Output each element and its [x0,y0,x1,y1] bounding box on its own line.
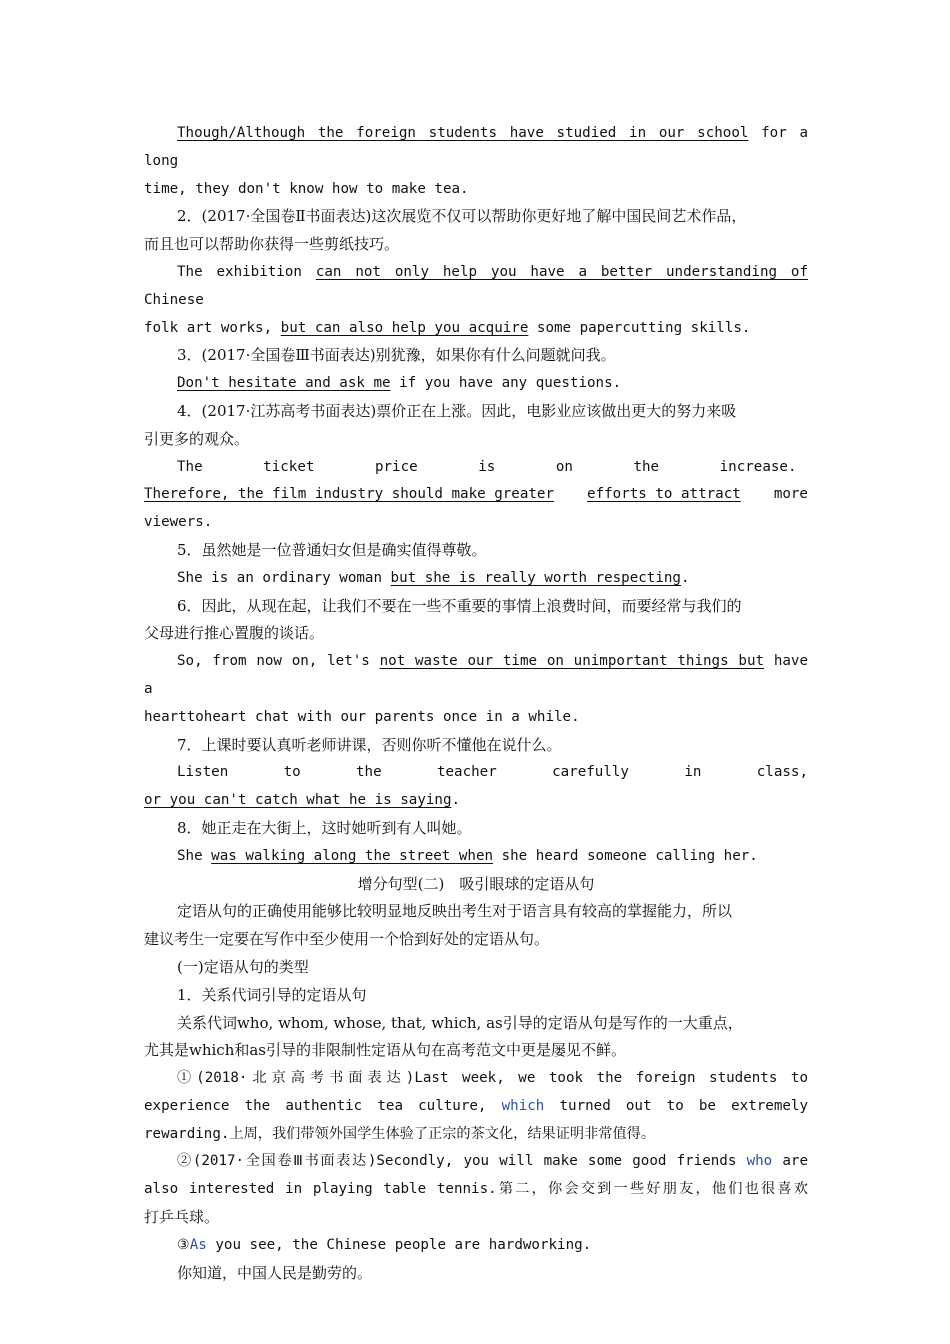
answer-underline: can not only help you have a better understanding of [315,263,809,280]
text: The exhibition [177,263,316,280]
highlight-relative-word: As [189,1236,207,1253]
example-1-line-3: rewarding.上周，我们带领外国学生体验了正宗的茶文化，结果证明非常值得。 [144,1125,656,1142]
question-2-line-2: 而且也可以帮助你获得一些剪纸技巧。 [144,235,400,254]
text: She is an ordinary woman [177,569,391,586]
question-6-line-2: 父母进行推心置腹的谈话。 [144,624,325,643]
highlight-relative-word: which [501,1097,545,1114]
text: if you have any questions. [390,375,622,392]
text: have a [144,653,808,697]
text: ③ [177,1236,190,1253]
highlight-relative-word: who [746,1153,773,1170]
question-3: 3．(2017·全国卷Ⅲ书面表达)别犹豫，如果你有什么问题就问我。 [177,346,616,365]
text: experience the authentic tea culture, [144,1097,502,1114]
question-4-line-2: 引更多的观众。 [144,429,250,448]
answer-8 [144,843,808,871]
answer-6-line-2: hearttoheart chat with our parents once in a while. [144,708,580,725]
answer-underline: Therefore, the film industry should make greater [144,486,554,503]
example-1-line-1: ①(2018·北京高考书面表达)Last week, we took the foreign students to [177,1070,808,1087]
answer-7-line-1: Listen to the teacher carefully in class, [177,764,808,781]
answer-underline: was walking along the street when [211,847,494,864]
answer-underline: or you can't catch what he is saying [144,792,452,809]
text: for a long [144,125,808,169]
text: you see, the Chinese people are hardworking. [206,1236,592,1253]
text: Chinese [144,291,204,308]
text: folk art works, [144,319,281,336]
question-5: 5．虽然她是一位普通妇女但是确实值得尊敬。 [177,540,487,559]
question-4-line-1: 4．(2017·江苏高考书面表达)票价正在上涨。因此，电影业应该做出更大的努力来吸 [177,401,737,420]
example-2-line-3: 打乒乓球。 [144,1208,220,1227]
answer-3 [144,370,808,398]
relative-pronoun-line-1: 关系代词who, whom, whose, that, which, as引导的定语从句是写作的一大重点， [177,1013,743,1032]
question-6-line-1: 6．因此，从现在起，让我们不要在一些不重要的事情上浪费时间，而要经常与我们的 [177,596,742,615]
example-3-line-2: 你知道，中国人民是勤劳的。 [177,1263,373,1282]
question-8: 8．她正走在大街上，这时她听到有人叫她。 [177,818,472,837]
section-title: 增分句型(二) 吸引眼球的定语从句 [357,874,595,893]
example-2-line-2: also interested in playing table tennis.第二，你会交到一些好朋友，他们也很喜欢 [144,1181,808,1198]
question-2-line-1: 2．(2017·全国卷Ⅱ书面表达)这次展览不仅可以帮助你更好地了解中国民间艺术作品， [177,207,747,226]
text: . [680,569,690,586]
example-2-line-1 [144,1148,808,1176]
example-1-line-2 [144,1093,808,1121]
intro-line-2: 建议考生一定要在写作中至少使用一个恰到好处的定语从句。 [144,930,550,949]
text: she heard someone calling her. [493,847,758,864]
subheading-types: (一)定语从句的类型 [177,957,309,976]
answer-1-line-1 [144,120,808,176]
text: turned out to be extremely [544,1097,808,1114]
answer-2-line-1 [144,259,808,315]
answer-4-line-2 [144,481,808,509]
answer-underline: but can also help you acquire [280,319,529,336]
text: are [772,1153,809,1170]
answer-underline: Though/Although the foreign students have studied in our school [177,125,749,141]
answer-4-line-1: The ticket price is on the increase. [177,458,797,475]
document-body [144,120,808,1287]
answer-underline: efforts to attract [587,486,741,503]
answer-4-line-3: viewers. [144,514,213,531]
example-3-line-1 [144,1232,808,1260]
answer-2-line-2 [144,315,808,343]
text: some papercutting skills. [528,319,751,336]
answer-1-line-2: time, they don't know how to make tea. [144,180,469,197]
text: ②(2017·全国卷Ⅲ书面表达)Secondly, you will make some good friends [177,1153,747,1170]
relative-pronoun-line-2: 尤其是which和as引导的非限制性定语从句在高考范文中更是屡见不鲜。 [144,1041,627,1060]
text: more [773,486,808,503]
question-7: 7．上课时要认真听老师讲课，否则你听不懂他在说什么。 [177,735,562,754]
answer-underline: but she is really worth respecting [390,569,681,586]
text: She [177,847,212,864]
text: . [451,792,461,809]
answer-5 [144,565,808,593]
text: So, from now on, let's [177,653,380,670]
answer-7-line-2 [144,787,808,815]
answer-6-line-1 [144,648,808,704]
intro-line-1: 定语从句的正确使用能够比较明显地反映出考生对于语言具有较高的掌握能力，所以 [177,902,733,921]
subheading-relative-pronoun: 1．关系代词引导的定语从句 [177,985,367,1004]
answer-underline: not waste our time on unimportant things but [379,653,765,670]
answer-underline: Don't hesitate and ask me [177,375,391,392]
